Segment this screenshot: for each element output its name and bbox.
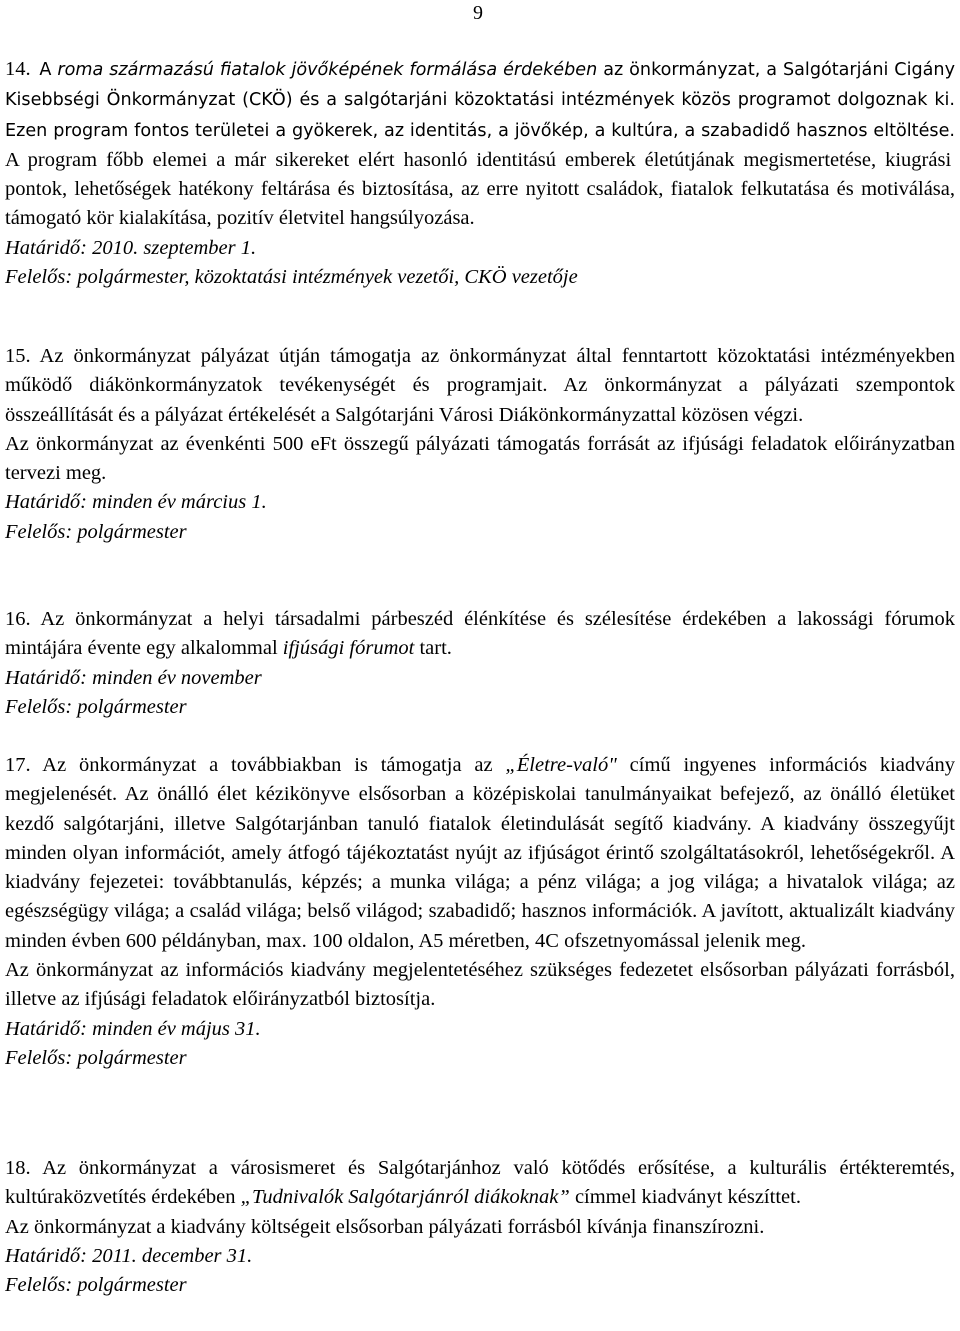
section-17	[5, 751, 955, 1073]
section-14-number: 14.	[5, 58, 31, 80]
section-16	[5, 605, 955, 722]
section-14-body	[5, 55, 955, 234]
section-15-number: 15.	[5, 345, 31, 367]
section-18	[5, 1154, 955, 1300]
section-14-title-italic: roma származású fiatalok jövőképének formálása érdekében	[57, 60, 598, 80]
section-16-number: 16.	[5, 608, 31, 630]
section-16-body	[5, 605, 955, 664]
section-16-forum-italic: ifjúsági fórumot	[282, 637, 415, 660]
section-15-funding: Az önkormányzat az évenkénti 500 eFt összegű pályázati támogatás forrását az ifjúsági feladatok előirányzatban tervezi meg.	[5, 432, 955, 485]
section-18-body	[5, 1154, 955, 1213]
section-14-text-lead: A	[39, 60, 58, 80]
section-15-body	[5, 342, 955, 430]
section-14-text-intro: az önkormányzat, a Salgótarjáni Cigány Kisebbségi Önkormányzat (CKÖ) és a salgótarjáni közoktatási intézmények közös programot dolgoznak ki. Ezen program fontos területei a gyökerek, az identitás, a jövőkép, a kultúra, a szabadidő hasznos eltöltése.	[5, 60, 955, 141]
section-15-text: Az önkormányzat pályázat útján támogatja az önkormányzat által fenntartott közoktatási intézményekben működő diákönkormányzatok tevékenységét és programjait. Az önkormányzat a pályázati szempontok összeállítását és a pályázat értékelését a Salgótarjáni Városi Diákönkormányzattal közösen végzi.	[5, 345, 955, 426]
section-17-body	[5, 751, 955, 956]
section-18-publication-title: „Tudnivalók Salgótarjánról diákoknak”	[240, 1186, 570, 1209]
section-15	[5, 342, 955, 547]
page-number: 9	[473, 2, 483, 24]
section-17-deadline: Határidő: minden év május 31.	[5, 1017, 261, 1040]
section-14-deadline: Határidő: 2010. szeptember 1.	[5, 236, 257, 259]
section-14	[5, 55, 955, 292]
section-14-text-elements: A program főbb elemei a már sikereket elért hasonló identitású emberek életútjának megismertetése, kiugrási pontok, lehetőségek hatékony feltárása és biztosítása, az erre nyitott családok, fiatalok felkutatása és motiválása, támogató kör kialakítása, pozitív életvitel hangsúlyozása.	[5, 148, 955, 230]
section-18-number: 18.	[5, 1157, 31, 1179]
section-18-text-rest: címmel kiadványt készíttet.	[569, 1186, 801, 1209]
section-14-responsible: Felelős: polgármester, közoktatási intézmények vezetői, CKÖ vezetője	[5, 266, 578, 289]
section-16-deadline: Határidő: minden év november	[5, 666, 262, 689]
section-18-deadline: Határidő: 2011. december 31.	[5, 1244, 253, 1267]
section-18-responsible: Felelős: polgármester	[5, 1274, 187, 1297]
section-15-responsible: Felelős: polgármester	[5, 520, 187, 543]
section-15-deadline: Határidő: minden év március 1.	[5, 491, 267, 514]
section-17-number: 17.	[5, 754, 31, 776]
section-17-text-rest: című ingyenes információs kiadvány megjelenését. Az önálló élet kézikönyve elsősorban a középiskolai tanulmányaikat befejező, az önálló életüket kezdő salgótarjáni, illetve Salgótarjánban tanuló fiatalok életindulását segítő kiadvány. A kiadvány összegyűjt minden olyan információt, amely átfogó tájékoztatást nyújt az ifjúságot érintő szolgáltatásokról, lehetőségekről. A kiadvány fejezetei: továbbtanulás, képzés; a munka világa; a pénz világa; a jog világa; a hivatalok világa; az egészségügy világa; a család világa; belső világod; szabadidő; hasznos információk. A javított, aktualizált kiadvány minden évben 600 példányban, max. 100 oldalon, A5 méretben, 4C ofszetnyomással jelenik meg.	[5, 754, 955, 952]
section-17-responsible: Felelős: polgármester	[5, 1046, 187, 1069]
section-16-text-end: tart.	[414, 637, 452, 660]
section-17-text: Az önkormányzat a továbbiakban is támogatja az	[30, 754, 506, 776]
section-18-funding: Az önkormányzat a kiadvány költségeit elsősorban pályázati forrásból kívánja finanszírozni.	[5, 1215, 765, 1238]
section-16-responsible: Felelős: polgármester	[5, 695, 187, 718]
section-16-text: Az önkormányzat a helyi társadalmi párbeszéd élénkítése és szélesítése érdekében a lakossági fórumok mintájára évente egy alkalommal	[5, 608, 955, 660]
section-17-funding: Az önkormányzat az információs kiadvány megjelentetéséhez szükséges fedezetet elsősorban pályázati forrásból, illetve az ifjúsági feladatok előirányzatból biztosítja.	[5, 959, 955, 1011]
section-18-text: Az önkormányzat a városismeret és Salgótarjánhoz való kötődés erősítése, a kulturális értékteremtés, kultúraközvetítés érdekében	[5, 1157, 955, 1209]
section-17-publication-title: „Életre-való"	[505, 754, 617, 776]
